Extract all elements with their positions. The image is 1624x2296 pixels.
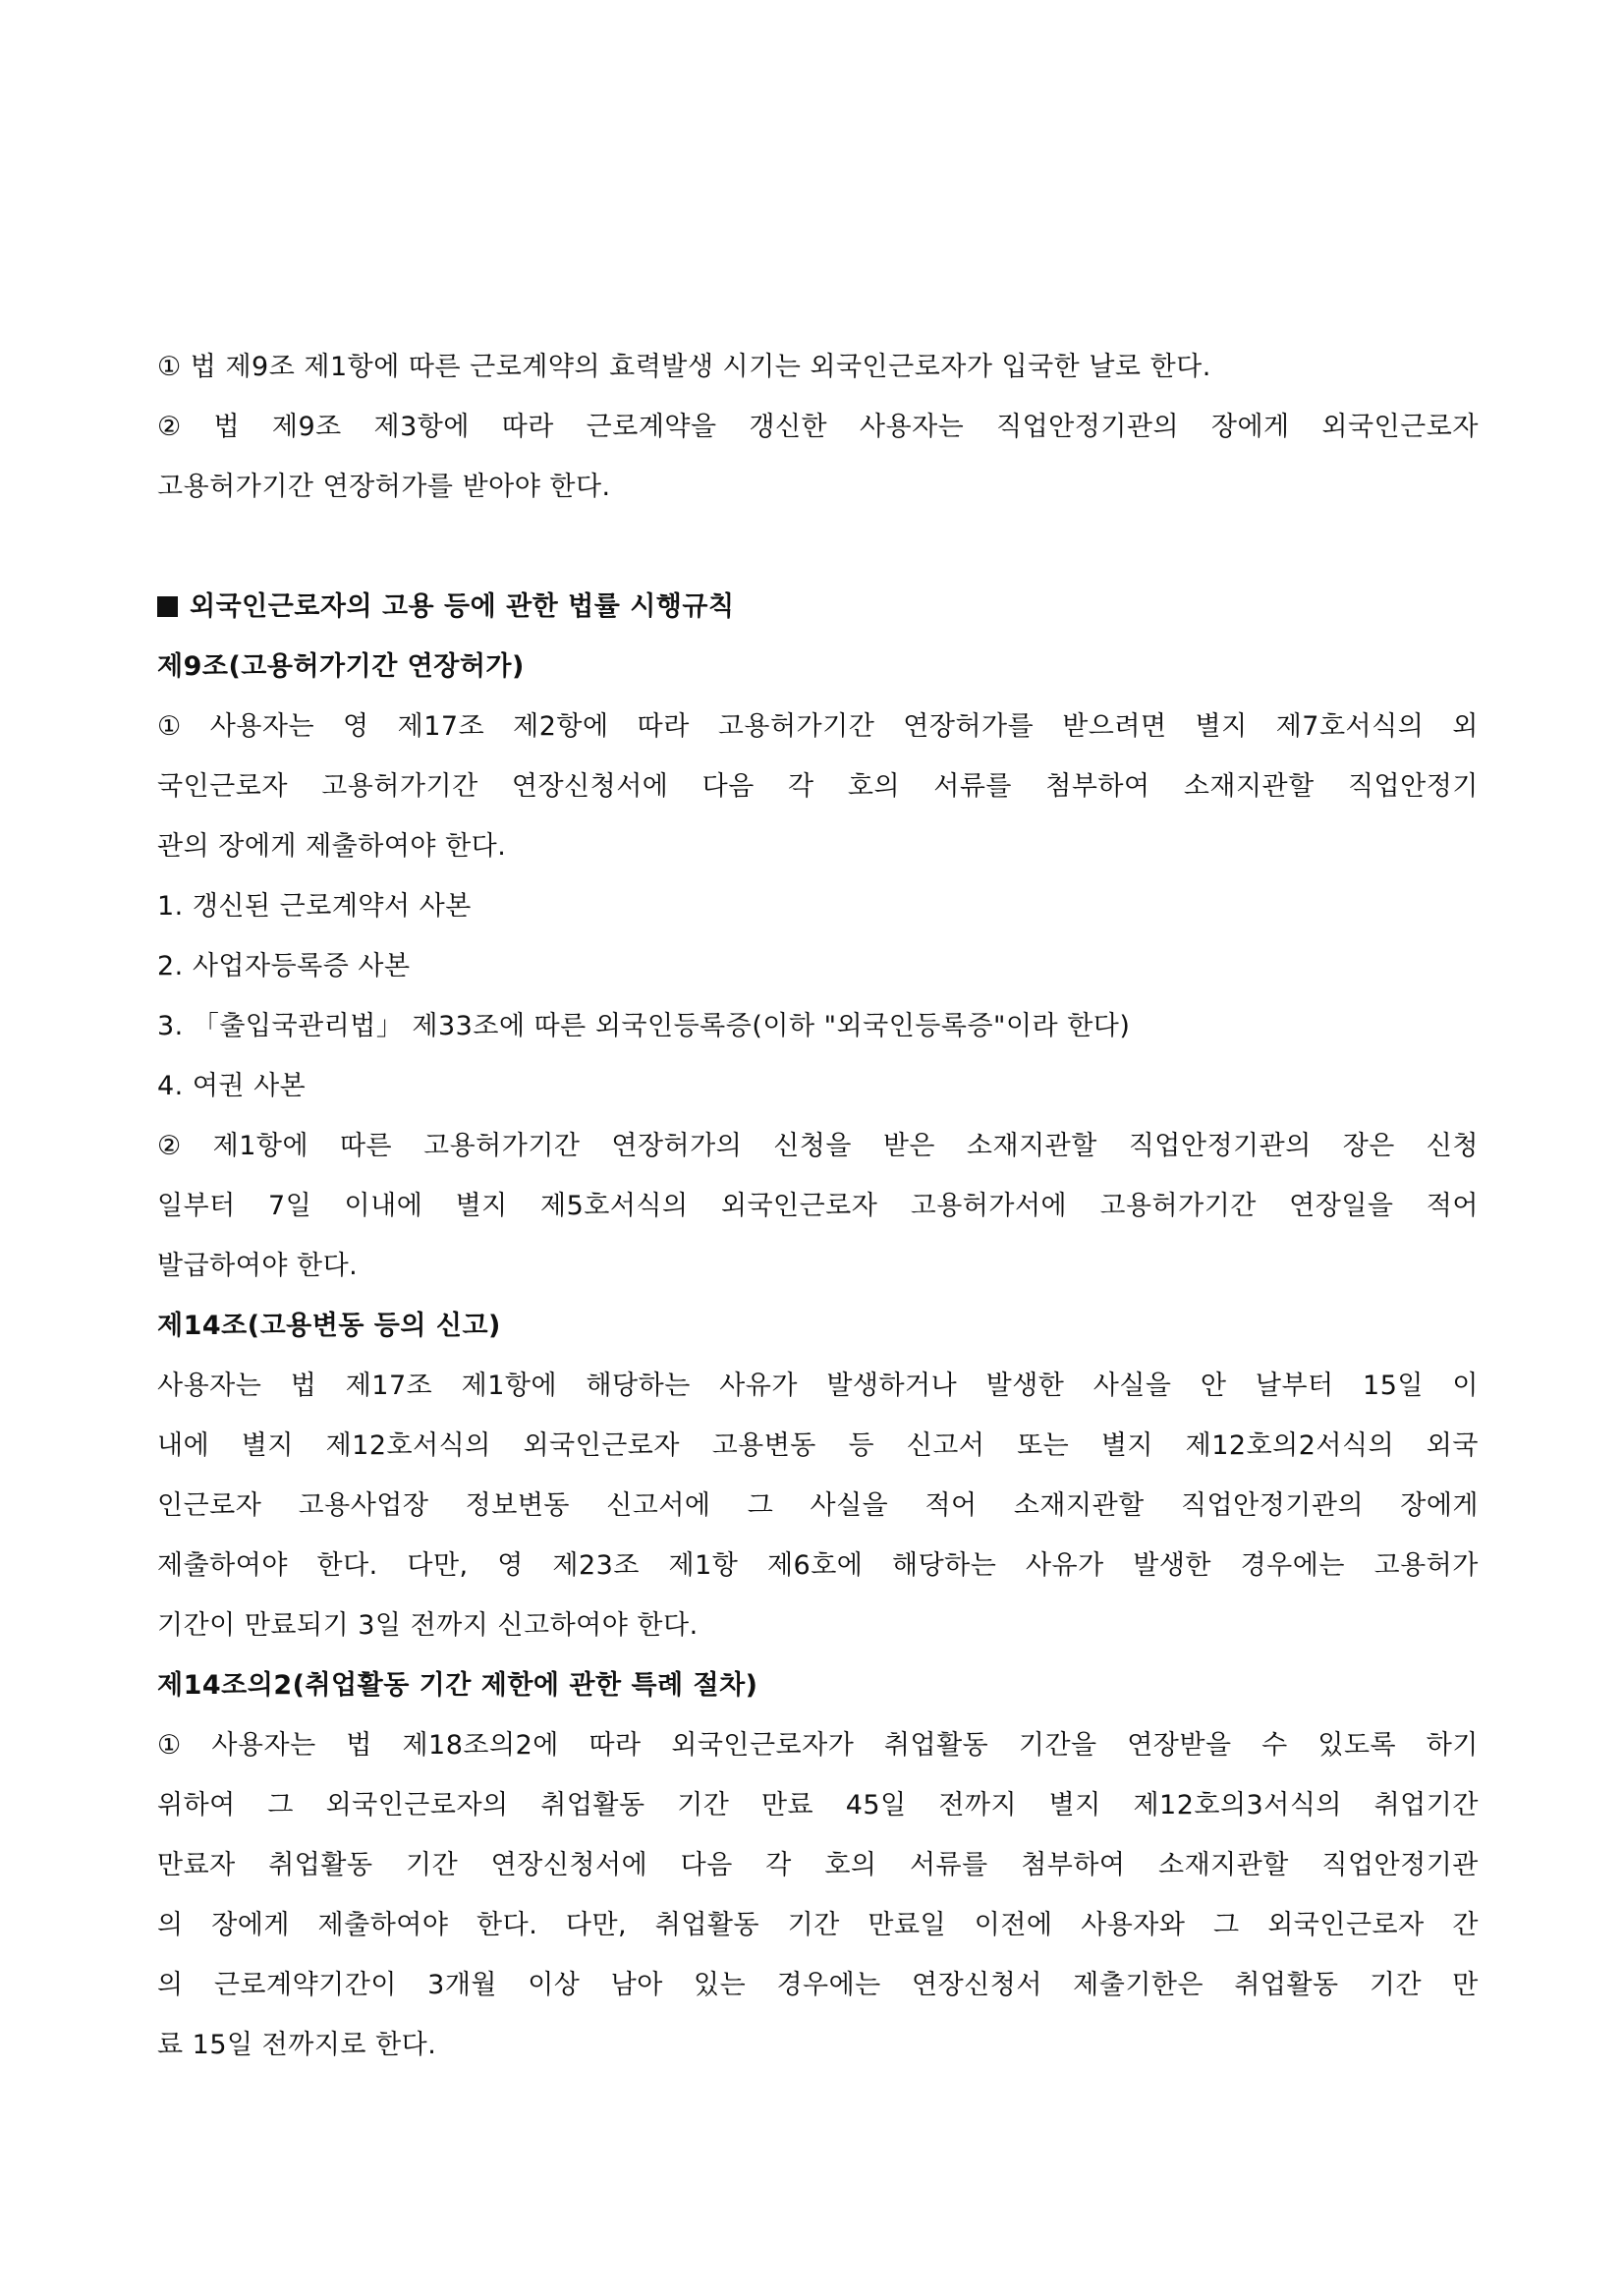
word: 고용허가	[1373, 1550, 1479, 1581]
word: 직업안정기관의	[996, 412, 1180, 442]
word: 별지	[1195, 711, 1248, 742]
text-line: 기간이 만료되기 3일 전까지 신고하여야 한다.	[157, 1610, 699, 1641]
word: 의	[157, 1910, 184, 1940]
word: 45일	[845, 1790, 907, 1820]
word: 기간	[406, 1850, 459, 1880]
word: 15일	[1363, 1371, 1424, 1401]
word: 따라	[588, 1730, 642, 1761]
word: 외	[1452, 711, 1479, 742]
word: 제1항에	[212, 1131, 309, 1161]
text-line: 관의 장에게 제출하여야 한다.	[157, 831, 507, 862]
word: 영	[497, 1550, 524, 1581]
text-line	[157, 1775, 1479, 1835]
section-heading	[157, 577, 1479, 637]
word: 제12호의2서식의	[1185, 1430, 1395, 1461]
word: 제7호서식의	[1275, 711, 1425, 742]
text-line	[157, 1176, 1479, 1236]
word: 직업안정기관	[1321, 1850, 1479, 1880]
word: 연장허가를	[903, 711, 1035, 742]
word: 등	[848, 1430, 875, 1461]
list-item: 3. 「출입국관리법」 제33조에 따른 외국인등록증(이하 "외국인등록증"이라 한다)	[157, 1011, 1131, 1041]
word: 있는	[694, 1970, 747, 2000]
word: 기간	[787, 1910, 840, 1940]
word: 호의	[847, 771, 901, 802]
word: 서류를	[909, 1850, 988, 1880]
word: 별지	[1100, 1430, 1154, 1461]
word: 따라	[501, 412, 554, 442]
word: 제1항에	[461, 1371, 558, 1401]
word: 각	[788, 771, 814, 802]
word: 제12호서식의	[325, 1430, 491, 1461]
word: 소재지관할	[1183, 771, 1315, 802]
word: 취업활동	[268, 1850, 373, 1880]
word: 직업안정기관의	[1180, 1490, 1365, 1521]
word: 이	[1452, 1371, 1479, 1401]
word: 신청을	[773, 1131, 852, 1161]
word: 한다.	[316, 1550, 378, 1581]
word: 만료자	[157, 1850, 236, 1880]
word: 그	[747, 1490, 774, 1521]
text-line	[157, 1536, 1479, 1596]
word: 외국인근로자	[523, 1430, 680, 1461]
word: 위하여	[157, 1790, 236, 1820]
word: 갱신한	[749, 412, 828, 442]
word: 하기	[1426, 1730, 1479, 1761]
word: 남아	[610, 1970, 663, 2000]
word: 근로계약을	[586, 412, 717, 442]
text-line	[157, 1476, 1479, 1536]
word: 소재지관할	[966, 1131, 1097, 1161]
text-line	[157, 1715, 1479, 1775]
word: 사용자는	[211, 1730, 316, 1761]
word: 경우에는	[776, 1970, 881, 2000]
word: 이전에	[974, 1910, 1053, 1940]
text-line	[157, 1116, 1479, 1176]
word: 취업활동	[540, 1790, 645, 1820]
text-line: 발급하여야 한다.	[157, 1251, 359, 1281]
word: 영	[343, 711, 369, 742]
word: 만	[1452, 1970, 1479, 2000]
word: ②	[157, 412, 182, 442]
text-line: 료 15일 전까지로 한다.	[157, 2030, 437, 2060]
word: 고용허가기간	[1099, 1191, 1257, 1221]
word: 호의	[824, 1850, 877, 1880]
word: ②	[157, 1131, 182, 1161]
word: 3개월	[427, 1970, 497, 2000]
word: 따른	[339, 1131, 393, 1161]
word: 사용자와	[1081, 1910, 1186, 1940]
word: 제5호서식의	[540, 1191, 689, 1221]
word: 수	[1261, 1730, 1288, 1761]
word: 장에게	[211, 1910, 290, 1940]
word: 제6호에	[766, 1550, 864, 1581]
word: 그	[267, 1790, 294, 1820]
word: 근로계약기간이	[213, 1970, 397, 2000]
text-line	[157, 1955, 1479, 2015]
word: 제1항	[668, 1550, 739, 1581]
word: 외국인근로자가	[671, 1730, 855, 1761]
blank-line	[157, 517, 1479, 577]
text-line: 고용허가기간 연장허가를 받아야 한다.	[157, 472, 611, 502]
word: 다만,	[565, 1910, 628, 1940]
word: 취업활동	[1234, 1970, 1339, 2000]
word: 직업안정기	[1347, 771, 1479, 802]
word: 법	[346, 1730, 372, 1761]
list-item: 2. 사업자등록증 사본	[157, 951, 411, 981]
word: 장은	[1342, 1131, 1395, 1161]
word: 정보변동	[465, 1490, 570, 1521]
word: 외국인근로자	[1267, 1910, 1425, 1940]
word: 취업활동	[654, 1910, 760, 1940]
word: 사실을	[1092, 1371, 1172, 1401]
word: 기간	[1369, 1970, 1423, 2000]
article-heading: 제14조(고용변동 등의 신고)	[157, 1311, 501, 1341]
word: 만료	[760, 1790, 814, 1820]
word: 사유가	[719, 1371, 798, 1401]
section-heading-text: 외국인근로자의 고용 등에 관한 법률 시행규칙	[190, 591, 735, 622]
word: 사실을	[810, 1490, 889, 1521]
word: 내에	[157, 1430, 210, 1461]
list-item: 4. 여권 사본	[157, 1071, 307, 1101]
word: 사용자는	[859, 412, 965, 442]
word: 신고서에	[606, 1490, 711, 1521]
word: 법	[290, 1371, 317, 1401]
word: 받으려면	[1062, 711, 1167, 742]
word: 일부터	[157, 1191, 236, 1221]
word: 고용변동	[711, 1430, 816, 1461]
word: 사유가	[1025, 1550, 1104, 1581]
word: 사용자는	[157, 1371, 262, 1401]
text-line: ① 법 제9조 제1항에 따른 근로계약의 효력발생 시기는 외국인근로자가 입국한 날로 한다.	[157, 352, 1211, 382]
word: 법	[213, 412, 241, 442]
word: 기간을	[1018, 1730, 1097, 1761]
word: 만료일	[868, 1910, 947, 1940]
word: 다음	[680, 1850, 733, 1880]
word: 제출하여야	[317, 1910, 449, 1940]
word: 연장받을	[1127, 1730, 1232, 1761]
word: 사용자는	[209, 711, 315, 742]
word: 발생하거나	[826, 1371, 958, 1401]
word: 발생한	[1133, 1550, 1211, 1581]
word: ①	[157, 1730, 182, 1761]
word: 연장일을	[1289, 1191, 1394, 1221]
word: 다만,	[407, 1550, 469, 1581]
word: 제9조	[271, 412, 342, 442]
word: 장에게	[1210, 412, 1290, 442]
word: 신고서	[906, 1430, 985, 1461]
word: 제23조	[552, 1550, 640, 1581]
word: ①	[157, 711, 182, 742]
word: 경우에는	[1240, 1550, 1345, 1581]
word: 직업안정기관의	[1128, 1131, 1312, 1161]
word: 제출하여야	[157, 1550, 288, 1581]
article-heading: 제9조(고용허가기간 연장허가)	[157, 651, 525, 682]
word: 소재지관할	[1013, 1490, 1145, 1521]
text-line	[157, 1835, 1479, 1895]
black-square-icon	[157, 596, 178, 617]
text-line	[157, 1356, 1479, 1416]
word: 신청	[1426, 1131, 1479, 1161]
word: 의	[157, 1970, 184, 2000]
word: 제17조	[345, 1371, 433, 1401]
word: 7일	[268, 1191, 312, 1221]
word: 제18조의2에	[402, 1730, 559, 1761]
word: 제12호의3서식의	[1133, 1790, 1342, 1820]
word: 고용허가기간	[717, 711, 875, 742]
word: 외국인근로자	[1321, 412, 1479, 442]
word: 외국인근로자	[720, 1191, 878, 1221]
word: 연장허가의	[611, 1131, 743, 1161]
word: 첨부하여	[1021, 1850, 1126, 1880]
word: 발생한	[985, 1371, 1065, 1401]
text-line	[157, 1895, 1479, 1955]
word: 장에게	[1400, 1490, 1479, 1521]
word: 해당하는	[586, 1371, 691, 1401]
word: 국인근로자	[157, 771, 288, 802]
word: 제17조	[397, 711, 485, 742]
word: 첨부하여	[1045, 771, 1150, 802]
word: 다음	[701, 771, 755, 802]
word: 제2항에	[513, 711, 609, 742]
text-line	[157, 756, 1479, 816]
word: 각	[765, 1850, 792, 1880]
word: 제출기한은	[1073, 1970, 1204, 2000]
word: 별지	[241, 1430, 294, 1461]
word: 기간	[677, 1790, 730, 1820]
document-page	[157, 337, 1479, 2075]
word: 서류를	[933, 771, 1013, 802]
list-item: 1. 갱신된 근로계약서 사본	[157, 891, 472, 922]
word: 고용사업장	[298, 1490, 429, 1521]
word: 취업활동	[883, 1730, 989, 1761]
word: 고용허가서에	[910, 1191, 1068, 1221]
article-heading: 제14조의2(취업활동 기간 제한에 관한 특례 절차)	[157, 1670, 758, 1701]
text-line	[157, 697, 1479, 756]
word: 취업기간	[1373, 1790, 1479, 1820]
word: 고용허가기간	[423, 1131, 581, 1161]
word: 연장신청서	[912, 1970, 1042, 2000]
word: 적어	[924, 1490, 978, 1521]
word: 인근로자	[157, 1490, 262, 1521]
word: 이상	[528, 1970, 581, 2000]
word: 받은	[882, 1131, 936, 1161]
word: 고용허가기간	[321, 771, 478, 802]
word: 연장신청서에	[490, 1850, 648, 1880]
word: 제3항에	[373, 412, 470, 442]
word: 별지	[455, 1191, 508, 1221]
word: 있도록	[1317, 1730, 1397, 1761]
word: 날부터	[1255, 1371, 1334, 1401]
word: 간	[1452, 1910, 1479, 1940]
word: 전까지	[938, 1790, 1018, 1820]
word: 또는	[1017, 1430, 1070, 1461]
word: 연장신청서에	[511, 771, 669, 802]
word: 별지	[1048, 1790, 1101, 1820]
word: 이내에	[344, 1191, 423, 1221]
word: 외국인근로자의	[325, 1790, 509, 1820]
word: 적어	[1426, 1191, 1479, 1221]
word: 그	[1213, 1910, 1240, 1940]
word: 한다.	[476, 1910, 538, 1940]
word: 해당하는	[891, 1550, 997, 1581]
word: 소재지관할	[1157, 1850, 1289, 1880]
word: 외국	[1426, 1430, 1479, 1461]
word: 따라	[637, 711, 690, 742]
text-line	[157, 397, 1479, 457]
text-line	[157, 1416, 1479, 1476]
word: 안	[1200, 1371, 1227, 1401]
